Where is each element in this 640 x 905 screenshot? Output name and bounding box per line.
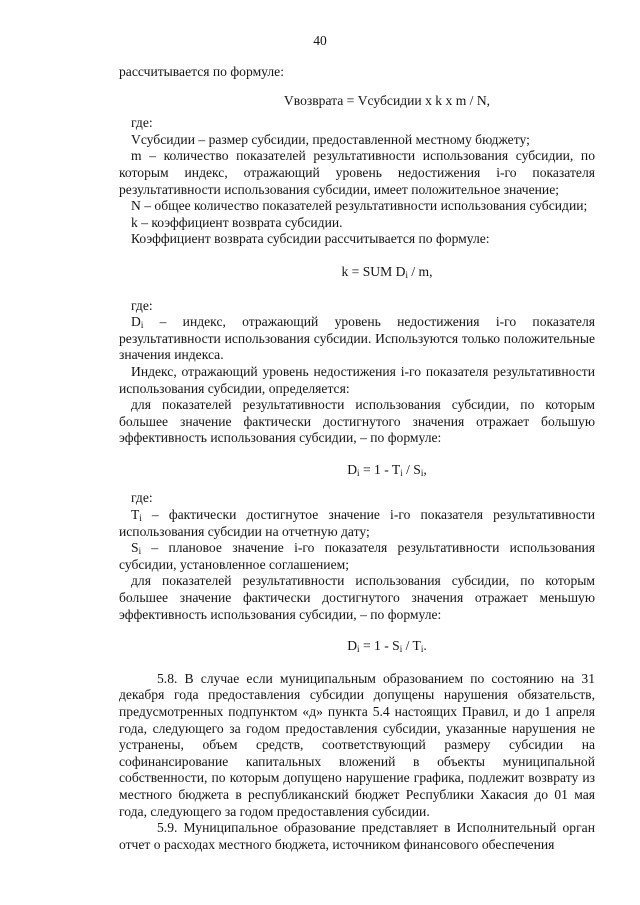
formula-k: k = SUM $D_i$ / m, xyxy=(341,263,433,280)
paragraph: Коэффициент возврата субсидии рассчитывается по формуле: xyxy=(131,231,490,247)
paragraph-5-9: 5.9. Муниципальное образование представляет в Исполнительный орган отчет о расходах местного бюджета, источником финансового обеспечения xyxy=(119,820,595,852)
paragraph: для показателей результативности использования субсидии, по которым большее значение фактически достигнутого значения отражает меньшую эффективность использования субсидии, – по формуле: xyxy=(119,573,595,622)
paragraph: для показателей результативности использования субсидии, по которым большее значение фактически достигнутого значения отражает большую эффективность использования субсидии, – по формуле: xyxy=(119,397,595,446)
document-body xyxy=(119,64,595,853)
definition-si: $S_i$ – плановое значение i-го показателя результативности использования субсидии, установленное соглашением; xyxy=(119,540,595,572)
formula-di-1: $D_i = 1 - T_i / S_i$, xyxy=(347,461,427,478)
definition-ti: $T_i$ – фактически достигнутое значение i-го показателя результативности использования субсидии на отчетную дату; xyxy=(119,507,595,539)
paragraph: где: xyxy=(131,490,153,506)
formula-return-volume: Vвозврата = Vсубсидии x k x m / N, xyxy=(283,92,491,108)
paragraph: рассчитывается по формуле: xyxy=(119,64,284,79)
page-number: 40 xyxy=(313,33,327,48)
paragraph: где: xyxy=(131,115,153,131)
paragraph: Индекс, отражающий уровень недостижения i-го показателя результативности использования субсидии, определяется: xyxy=(119,363,595,396)
definition-n: N – общее количество показателей результативности использования субсидии; xyxy=(131,198,588,214)
paragraph-5-8: 5.8. В случае если муниципальным образованием по состоянию на 31 декабря года предоставления субсидии допущены нарушения обязательств, предусмотренных подпунктом «д» пункта 5.4 настоящих Правил, и до 1 апреля года, следующего за годом предоставления субсидии, указанные нарушения не устранены, объем средств, соответствующий размеру субсидии на софинансирование капитальных вложений в объекты муниципальной собственности, по которым допущено нарушение графика, подлежит возврату из местного бюджета в республиканский бюджет Республики Хакасия до 01 мая года, следующего за годом предоставления субсидии. xyxy=(119,670,595,819)
definition-v-subsidy: Vсубсидии – размер субсидии, предоставленной местному бюджету; xyxy=(131,131,530,147)
formula-di-2: $D_i = 1 - S_i / T_i$. xyxy=(347,638,427,655)
definition-di: $D_i$ – индекс, отражающий уровень недостижения i-го показателя результативности использования субсидии. Используются только положительные значения индекса. xyxy=(119,314,595,363)
paragraph: где: xyxy=(131,297,153,313)
definition-m: m – количество показателей результативности использования субсидии, по которым индекс, отражающий уровень недостижения i-го показателя результативности использования субсидии, имеет положительное значение; xyxy=(119,148,595,197)
definition-k: k – коэффициент возврата субсидии. xyxy=(131,214,343,230)
